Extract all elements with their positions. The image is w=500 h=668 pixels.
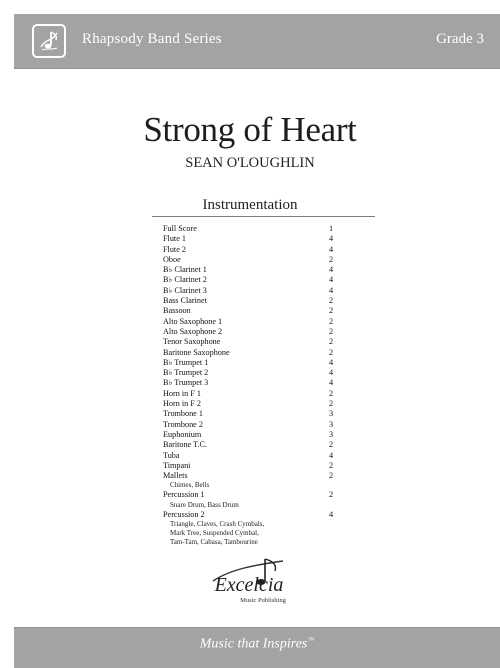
instrument-name: Mallets xyxy=(163,471,188,481)
instrument-detail: Tam-Tam, Cabasa, Tambourine xyxy=(170,538,258,547)
instrument-quantity: 3 xyxy=(329,429,334,439)
footer-bar xyxy=(14,627,500,668)
instrument-name: Flute 2 xyxy=(163,244,186,254)
instrument-name: Tuba xyxy=(163,450,180,460)
instrument-row xyxy=(163,409,343,419)
instrument-row xyxy=(163,306,343,316)
series-title: Rhapsody Band Series xyxy=(82,31,222,47)
instrument-row xyxy=(163,327,343,337)
instrument-quantity: 4 xyxy=(329,378,334,388)
instrument-name: Horn in F 2 xyxy=(163,399,201,409)
instrument-detail: Triangle, Claves, Crash Cymbals, xyxy=(170,520,265,529)
instrument-row xyxy=(163,255,343,265)
publisher-swoosh-icon xyxy=(205,555,297,607)
publisher-logo xyxy=(205,555,297,607)
instrumentation-list xyxy=(163,224,343,547)
instrument-row xyxy=(163,265,343,275)
instrument-row xyxy=(163,317,343,327)
instrument-quantity: 2 xyxy=(329,254,334,264)
instrument-quantity: 2 xyxy=(329,490,334,500)
piece-title: Strong of Heart xyxy=(143,110,357,149)
instrument-row xyxy=(163,234,343,244)
instrument-row xyxy=(163,451,343,461)
instrument-quantity: 2 xyxy=(329,347,334,357)
instrument-name: Horn in F 1 xyxy=(163,388,201,398)
instrument-row xyxy=(163,420,343,430)
instrument-name: Trombone 2 xyxy=(163,419,203,429)
instrument-quantity: 2 xyxy=(329,337,334,347)
instrument-row xyxy=(163,358,343,368)
instrument-quantity: 2 xyxy=(329,471,334,481)
instrument-name: Baritone Saxophone xyxy=(163,347,230,357)
instrument-name: Percussion 2 xyxy=(163,509,205,519)
instrument-name: B♭ Trumpet 3 xyxy=(163,378,209,388)
instrument-name: Oboe xyxy=(163,254,181,264)
instrument-row xyxy=(163,224,343,234)
instrument-quantity: 2 xyxy=(329,399,334,409)
instrument-quantity: 2 xyxy=(329,326,334,336)
footer-trademark: ™ xyxy=(307,636,315,644)
header-bar xyxy=(14,14,500,69)
instrument-quantity: 2 xyxy=(329,306,334,316)
instrument-detail: Snare Drum, Bass Drum xyxy=(170,500,239,509)
instrument-quantity: 4 xyxy=(329,368,334,378)
instrument-quantity: 3 xyxy=(329,409,334,419)
footer-tagline: Music that Inspires xyxy=(199,636,308,652)
instrument-name: Trombone 1 xyxy=(163,409,203,419)
instrument-name: B♭ Clarinet 1 xyxy=(163,265,207,275)
instrument-quantity: 4 xyxy=(329,244,334,254)
instrument-row xyxy=(163,286,343,296)
instrument-name: Alto Saxophone 2 xyxy=(163,326,223,336)
music-note-logo-icon xyxy=(37,28,61,54)
instrument-row xyxy=(163,471,343,481)
instrument-quantity: 2 xyxy=(329,460,334,470)
instrument-name: Bass Clarinet xyxy=(163,296,207,306)
instrument-row xyxy=(163,389,343,399)
top-margin xyxy=(0,0,500,14)
instrument-row xyxy=(163,461,343,471)
instrument-name: B♭ Trumpet 1 xyxy=(163,357,209,367)
instrument-name: Full Score xyxy=(163,224,197,233)
instrument-row xyxy=(163,510,343,520)
instrument-row xyxy=(163,368,343,378)
instrument-name: Baritone T.C. xyxy=(163,440,208,450)
instrument-quantity: 4 xyxy=(329,234,334,244)
instrument-row xyxy=(163,440,343,450)
instrument-name: Alto Saxophone 1 xyxy=(163,316,223,326)
instrument-row xyxy=(163,348,343,358)
instrument-row xyxy=(163,337,343,347)
instrument-name: B♭ Trumpet 2 xyxy=(163,368,209,378)
instrument-quantity: 2 xyxy=(329,388,334,398)
instrument-quantity: 4 xyxy=(329,509,334,519)
instrument-name: Percussion 1 xyxy=(163,490,205,500)
composer-name: SEAN O'LOUGHLIN xyxy=(185,155,315,171)
instrument-quantity: 2 xyxy=(329,296,334,306)
instrument-row xyxy=(163,245,343,255)
instrument-name: Bassoon xyxy=(163,306,191,316)
instrument-name: B♭ Clarinet 3 xyxy=(163,285,207,295)
instrument-detail: Mark Tree, Suspended Cymbal, xyxy=(170,529,259,538)
instrument-quantity: 3 xyxy=(329,419,334,429)
instrument-row xyxy=(163,399,343,409)
publisher-name: Excelcia xyxy=(214,574,284,596)
instrument-quantity: 1 xyxy=(329,224,334,233)
instrument-quantity: 4 xyxy=(329,275,334,285)
instrumentation-heading: Instrumentation xyxy=(202,197,298,213)
instrument-name: Tenor Saxophone xyxy=(163,337,221,347)
instrument-quantity: 4 xyxy=(329,450,334,460)
instrument-name: Flute 1 xyxy=(163,234,186,244)
grade-label: Grade 3 xyxy=(436,31,484,47)
footer-tagline-wrap xyxy=(14,636,500,653)
instrument-row xyxy=(163,378,343,388)
instrument-quantity: 2 xyxy=(329,316,334,326)
instrument-row xyxy=(163,275,343,285)
instrument-name: Timpani xyxy=(163,460,191,470)
instrument-quantity: 4 xyxy=(329,357,334,367)
instrument-quantity: 4 xyxy=(329,285,334,295)
instrument-name: Euphonium xyxy=(163,429,202,439)
heading-divider xyxy=(152,216,375,217)
instrument-row xyxy=(163,430,343,440)
instrument-quantity: 4 xyxy=(329,265,334,275)
instrument-detail: Chimes, Bells xyxy=(170,481,210,490)
instrument-quantity: 2 xyxy=(329,440,334,450)
instrument-row xyxy=(163,490,343,500)
series-logo xyxy=(32,24,66,58)
instrument-row xyxy=(163,296,343,306)
publisher-subtitle: Music Publishing xyxy=(240,597,286,604)
instrument-name: B♭ Clarinet 2 xyxy=(163,275,207,285)
